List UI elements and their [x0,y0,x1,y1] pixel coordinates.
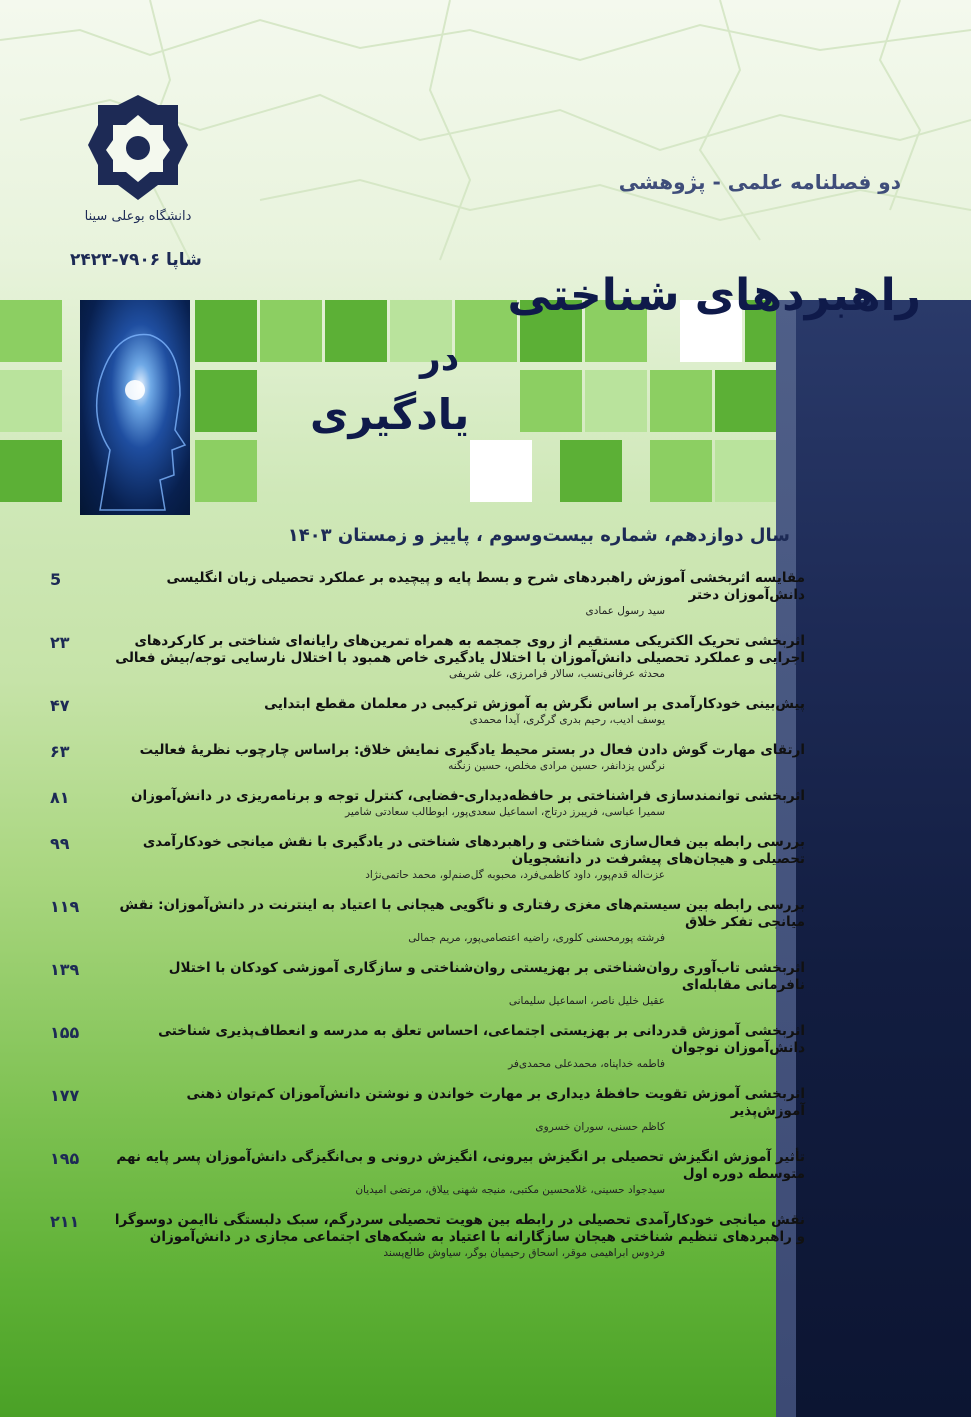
issn-number: شاپا ۷۹۰۶-۲۴۲۳ [70,250,202,270]
article-title: اثربخشی تحریک الکتریکی مستقیم از روی جمجمه به همراه تمرین‌های رایانه‌ای شناختی بر کارکردهای اجرایی و عملکرد تحصیلی دانش‌آموزان با اختلال یادگیری خاص همبود با اختلال نارسایی توجه/بیش فعالی [115,633,805,666]
article-authors: یوسف ادیب، رحیم بدری گرگری، آیدا محمدی [469,714,665,726]
university-logo [78,90,198,230]
article-authors: نرگس یزدانفر، حسین مرادی مخلص، حسین زنگنه [448,760,665,772]
toc-entry[interactable] [50,897,805,946]
article-authors: عزت‌اله قدم‌پور، داود کاظمی‌فرد، محبوبه گل‌صنم‌لو، محمد حاتمی‌نژاد [365,869,665,881]
article-authors: سید رسول عمادی [585,605,665,617]
svg-text:دانشگاه بوعلی سینا: دانشگاه بوعلی سینا [84,209,192,224]
toc-entry[interactable] [50,570,805,619]
article-page: 5 [50,570,62,589]
toc-entry[interactable] [50,696,805,728]
navy-side-band [796,300,971,1417]
toc-entry[interactable] [50,1086,805,1135]
table-of-contents [50,570,805,1275]
article-page: ۱۹۵ [50,1149,80,1168]
article-title: مقایسه اثربخشی آموزش راهبردهای شرح و بسط پایه و پیچیده بر عملکرد تحصیلی زبان انگلیسی دانش‌آموزان دختر [166,570,805,603]
article-page: ۱۱۹ [50,897,80,916]
article-page: ۲۱۱ [50,1212,80,1231]
article-title: تأثیر آموزش انگیزش تحصیلی بر انگیزش بیرونی، انگیزش درونی و بی‌انگیزگی دانش‌آموزان پسر پایه نهم متوسطه دوره اول [116,1149,805,1182]
article-authors: سیدجواد حسینی، غلامحسین مکتبی، منیجه شهنی ییلاق، مرتضی امیدیان [355,1184,665,1196]
article-page: ۸۱ [50,788,70,807]
toc-entry[interactable] [50,1212,805,1261]
journal-type-subtitle: دو فصلنامه علمی - پژوهشی [618,170,901,194]
article-page: ۱۳۹ [50,960,80,979]
article-authors: محدثه عرفانی‌نسب، سالار فرامرزی، علی شریفی [448,668,665,680]
toc-entry[interactable] [50,834,805,883]
toc-entry[interactable] [50,1023,805,1072]
issue-info: سال دوازدهم، شماره بیست‌وسوم ، پاییز و زمستان ۱۴۰۳ [287,525,790,546]
toc-entry[interactable] [50,633,805,682]
journal-title-line-1: راهبردهای شناختی [507,270,921,321]
article-authors: فردوس ابراهیمی موقر، اسحاق رحیمیان بوگر، سیاوش طالع‌پسند [383,1247,665,1259]
article-authors: فاطمه خداپناه، محمدعلی محمدی‌فر [508,1058,665,1070]
article-authors: کاظم حسنی، سوران خسروی [535,1121,665,1133]
article-title: ارتقای مهارت گوش دادن فعال در بستر محیط یادگیری نمایش خلاق: براساس چارچوب نظریهٔ فعالیت [139,742,805,758]
article-authors: عقیل خلیل ناصر، اسماعیل سلیمانی [508,995,665,1007]
article-title: بررسی رابطه بین فعال‌سازی شناختی و راهبردهای شناختی در یادگیری با نقش میانجی خودکارآمدی تحصیلی و هیجان‌های پیشرفت در دانشجویان [142,834,805,867]
article-page: ۶۳ [50,742,70,761]
article-title: پیش‌بینی خودکارآمدی بر اساس نگرش به آموزش ترکیبی در معلمان مقطع ابتدایی [264,696,805,712]
article-title: نقش میانجی خودکارآمدی تحصیلی در رابطه بین هویت تحصیلی سردرگم، سبک دلبستگی ناایمن دوسوگرا و راهبردهای تنظیم شناختی هیجان سازگارانه با اعتیاد به شبکه‌های اجتماعی مجازی در دانش‌آموزان [114,1212,805,1245]
brain-head-image [80,300,190,515]
article-authors: فرشته پورمحسنی کلوری، راضیه اعتصامی‌پور، مریم جمالی [408,932,665,944]
article-page: ۱۵۵ [50,1023,80,1042]
journal-title-line-3: یادگیری [310,390,470,439]
article-authors: سمیرا عباسی، فریبرز درتاج، اسماعیل سعدی‌پور، ابوطالب سعادتی شامیر [345,806,665,818]
toc-entry[interactable] [50,788,805,820]
article-title: اثربخشی توانمندسازی فراشناختی بر حافظه‌دیداری-فضایی، کنترل توجه و برنامه‌ریزی در دانش‌آموزان [130,788,805,804]
article-title: اثربخشی تاب‌آوری روان‌شناختی بر بهزیستی روان‌شناختی و سازگاری آموزشی کودکان با اختلال نافرمانی مقابله‌ای [168,960,805,993]
journal-title-line-2: در [420,338,460,379]
article-page: ۲۳ [50,633,70,652]
article-page: ۴۷ [50,696,70,715]
toc-entry[interactable] [50,1149,805,1198]
article-title: اثربخشی آموزش قدردانی بر بهزیستی اجتماعی، احساس تعلق به مدرسه و انعطاف‌پذیری شناختی دانش‌آموزان نوجوان [158,1023,805,1056]
toc-entry[interactable] [50,960,805,1009]
article-page: ۱۷۷ [50,1086,80,1105]
article-page: ۹۹ [50,834,70,853]
toc-entry[interactable] [50,742,805,774]
article-title: بررسی رابطه بین سیستم‌های مغزی رفتاری و ناگویی هیجانی با اعتیاد به اینترنت در دانش‌آموزان: نقش میانجی تفکر خلاق [119,897,805,930]
article-title: اثربخشی آموزش تقویت حافظهٔ دیداری بر مهارت خواندن و نوشتن دانش‌آموزان کم‌توان ذهنی آموزش‌پذیر [186,1086,805,1119]
